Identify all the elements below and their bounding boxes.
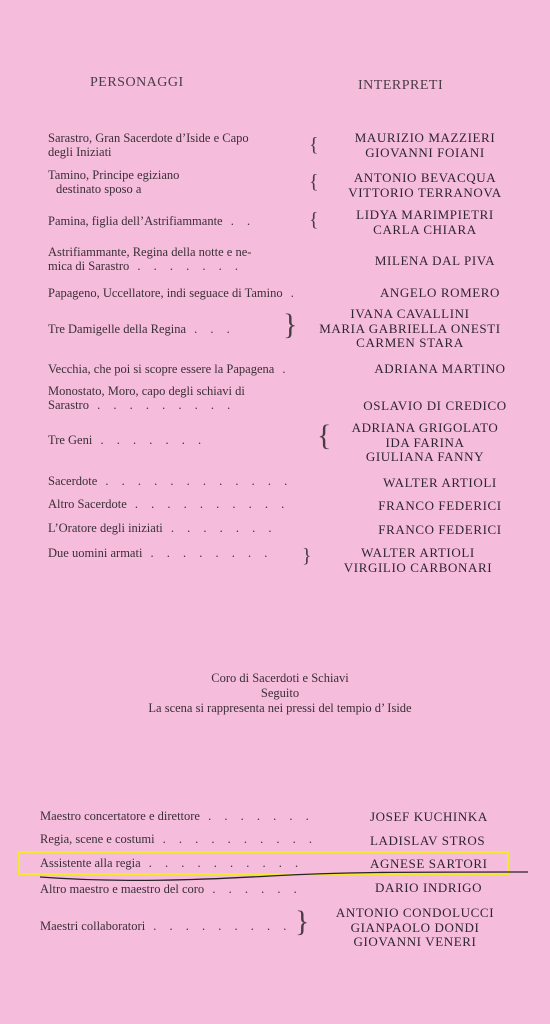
brace-tamino: { [309,171,319,193]
artist-name: VITTORIO TERRANOVA [348,184,502,200]
role-line: Pamina, figlia dell’Astrifiammante [48,214,223,228]
center-line-1: Coro di Sacerdoti e Schiavi [211,671,349,685]
brace-armati: } [302,545,312,567]
artist-name: GIOVANNI FOIANI [365,144,485,160]
role-line: Vecchia, che poi si scopre essere la Papagena [48,362,275,376]
staff-role-direttore: Maestro concertatore e direttore . . . . . . . [40,809,314,823]
role-line: Papageno, Uccellatore, indi seguace di Tamino [48,286,283,300]
center-line-3: La scena si rappresenta nei pressi del tempio d’ Iside [148,701,412,715]
role-tre-damigelle: Tre Damigelle della Regina . . . [48,322,235,336]
role-line: Assistente alla regia [40,856,141,870]
role-line: Altro Sacerdote [48,497,127,511]
artist-name: CARLA CHIARA [373,221,477,237]
artist-name: FRANCO FEDERICI [378,498,502,513]
artist-name: LADISLAV STROS [370,833,486,848]
artist-name: ANTONIO BEVACQUA [353,170,497,185]
role-line: Tre Damigelle della Regina [48,322,187,336]
artist-name: JOSEF KUCHINKA [370,809,488,824]
artist-name: DARIO INDRIGO [375,880,483,895]
role-vecchia: Vecchia, che poi si scopre essere la Papagena . [48,362,291,376]
artist-name: WALTER ARTIOLI [361,545,475,560]
role-line: mica di Sarastro [48,259,130,273]
role-line: Maestro concertatore e direttore [40,809,200,823]
brace-damigelle: } [283,308,298,341]
role-line: Altro maestro e maestro del coro [40,882,205,896]
role-sacerdote: Sacerdote . . . . . . . . . . . . [48,474,293,488]
role-line: degli Iniziati [48,145,112,159]
artist-name: ADRIANA MARTINO [374,361,506,376]
artist-name: MARIA GABRIELLA ONESTI [319,320,501,336]
role-papageno: Papageno, Uccellatore, indi seguace di Tamino . [48,286,299,300]
artist-name: GIOVANNI VENERI [353,934,477,949]
staff-role-regia: Regia, scene e costumi . . . . . . . . . . [40,832,318,846]
artist-name: CARMEN STARA [356,335,464,350]
role-altro-sacerdote: Altro Sacerdote . . . . . . . . . . [48,497,290,511]
role-line: Sacerdote [48,474,98,488]
role-line: Maestri collaboratori [40,919,146,933]
role-astrifiammante: Astrifiammante, Regina della notte e ne- mica di Sarastro . . . . . . . [48,245,252,273]
artist-name: ANTONIO CONDOLUCCI [335,905,495,920]
artist-name: OSLAVIO DI CREDICO [363,398,507,413]
artist-name: LIDYA MARIMPIETRI [356,207,494,222]
artist-name: GIULIANA FANNY [365,449,485,464]
artist-name: WALTER ARTIOLI [383,475,497,490]
staff-artist-coro [375,881,482,896]
artist-name: MAURIZIO MAZZIERI [354,130,496,145]
role-line: Due uomini armati [48,546,143,560]
role-monostato: Monostato, Moro, capo degli schiavi di Sarastro . . . . . . . . . [48,384,245,412]
artist-name: VIRGILIO CARBONARI [343,559,493,575]
role-line: Regia, scene e costumi [40,832,155,846]
role-line: Astrifiammante, Regina della notte e ne- [48,245,252,259]
header-interpreti: INTERPRETI [358,78,444,93]
brace-pamina: { [309,209,319,231]
center-line-2: Seguito [260,686,300,700]
role-line: destinato sposo a [56,182,142,196]
artist-name: GIANPAOLO DONDI [350,919,480,935]
staff-role-coro: Altro maestro e maestro del coro . . . . . . [40,882,302,896]
role-line: Monostato, Moro, capo degli schiavi di [48,384,245,398]
brace-geni: { [317,419,332,452]
role-line: Tre Geni [48,433,93,447]
artist-name: ADRIANA GRIGOLATO [351,420,499,435]
header-personaggi: PERSONAGGI [90,75,184,90]
role-oratore: L’Oratore degli iniziati . . . . . . . [48,521,277,535]
artist-name: ANGELO ROMERO [379,285,501,300]
role-line: Sarastro [48,398,89,412]
brace-collaboratori: } [295,905,310,938]
role-line: Sarastro, Gran Sacerdote d’Iside e Capo [48,131,249,145]
brace-sarastro: { [309,134,319,156]
role-uomini-armati: Due uomini armati . . . . . . . . [48,546,273,560]
role-pamina: Pamina, figlia dell’Astrifiammante . . [48,214,256,228]
role-line: Tamino, Principe egiziano [48,168,180,182]
artist-name: IVANA CAVALLINI [350,306,470,321]
artist-name: AGNESE SARTORI [370,856,488,871]
artist-name: FRANCO FEDERICI [378,522,502,537]
artist-name: IDA FARINA [385,434,465,450]
artist-name: MILENA DAL PIVA [374,253,496,268]
role-line: L’Oratore degli iniziati [48,521,163,535]
staff-role-collaboratori: Maestri collaboratori . . . . . . . . . [40,919,292,933]
staff-role-assistente: Assistente alla regia . . . . . . . . . . [40,856,304,870]
staff-artists-collaboratori [320,906,510,950]
role-tre-geni: Tre Geni . . . . . . . [48,433,207,447]
